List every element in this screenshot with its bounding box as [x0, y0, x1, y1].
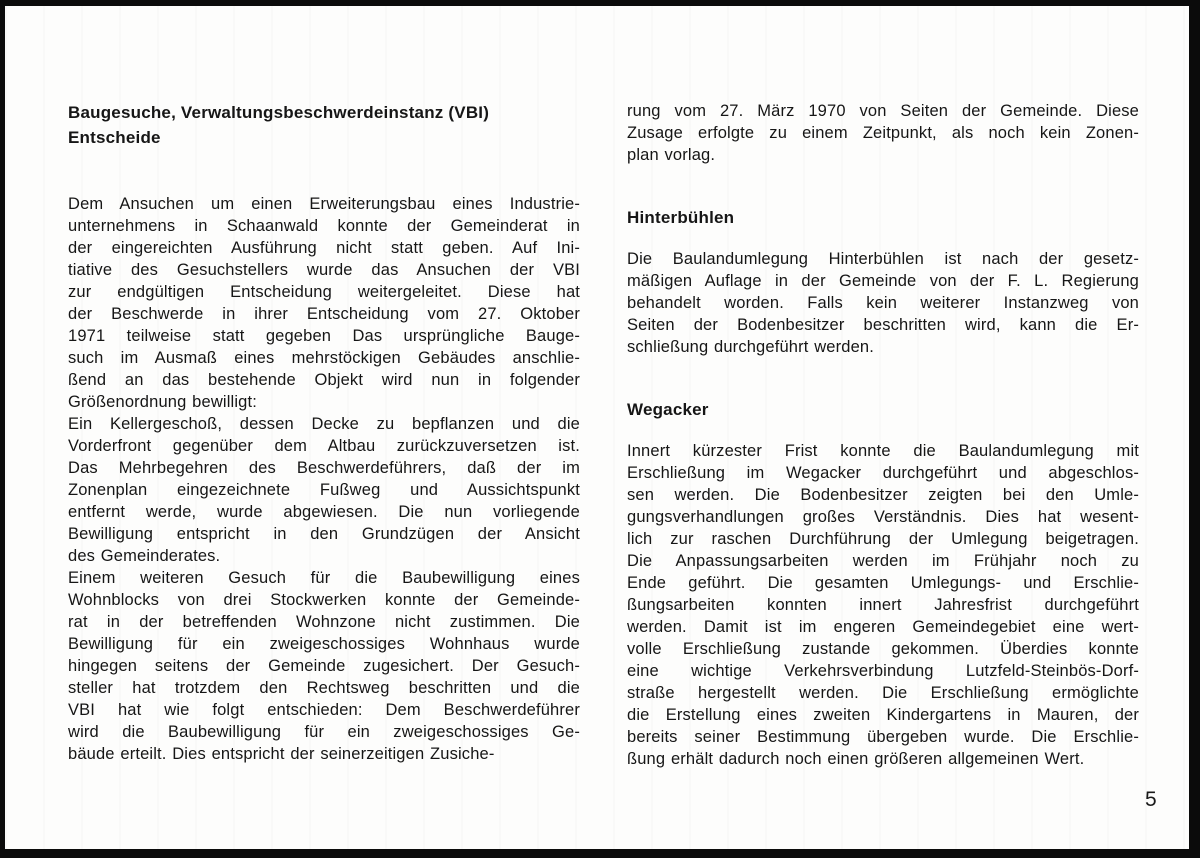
- article-title: [68, 100, 580, 150]
- left-column: [68, 100, 580, 770]
- section: [627, 207, 1139, 358]
- text-line: wird die Baubewilligung für ein zweigeschossiges Ge-: [68, 723, 580, 741]
- text-line: Seiten der Bodenbesitzer beschritten wird, kann die Er-: [627, 316, 1139, 334]
- text-line: lich zur raschen Durchführung der Umlegung beigetragen.: [627, 530, 1139, 548]
- text-line: ßend an das bestehende Objekt wird nun in folgender: [68, 371, 580, 389]
- text-line: unternehmens in Schaanwald konnte der Gemeinderat in: [68, 217, 580, 235]
- text-line: Dem Ansuchen um einen Erweiterungsbau eines Industrie-: [68, 195, 580, 213]
- text-line: Ein Kellergeschoß, dessen Decke zu bepflanzen und die: [68, 415, 580, 433]
- text-line: bäude erteilt. Dies entspricht der seinerzeitigen Zusiche-: [68, 745, 495, 763]
- text-line: entfernt werde, wurde abgewiesen. Die nun vorliegende: [68, 503, 580, 521]
- document-page: [5, 6, 1189, 849]
- paragraph: [627, 100, 1139, 166]
- text-line: Das Mehrbegehren des Beschwerdeführers, daß der im: [68, 459, 580, 477]
- text-line: rat in der betreffenden Wohnzone nicht zustimmen. Die: [68, 613, 580, 631]
- text-line: Erschließung im Wegacker durchgeführt und abgeschlos-: [627, 464, 1139, 482]
- text-line: Die Anpassungsarbeiten werden im Frühjahr noch zu: [627, 552, 1139, 570]
- text-line: Die Baulandumlegung Hinterbühlen ist nach der gesetz-: [627, 250, 1139, 268]
- section-heading: Hinterbühlen: [627, 208, 735, 227]
- left-column-body: [68, 193, 580, 765]
- section-heading: Wegacker: [627, 400, 709, 419]
- text-line: eine wichtige Verkehrsverbindung Lutzfeld-Steinbös-Dorf-: [627, 662, 1139, 680]
- page-number: 5: [1145, 788, 1157, 811]
- text-line: ßungsarbeiten konnten innert Jahresfrist durchgeführt: [627, 596, 1139, 614]
- article-title-line: Baugesuche, Verwaltungsbeschwerdeinstanz (VBI): [68, 103, 490, 122]
- text-line: Bewilligung entspricht in den Grundzügen der Ansicht: [68, 525, 580, 543]
- text-line: Wohnblocks von drei Stockwerken konnte der Gemeinde-: [68, 591, 580, 609]
- text-line: Vorderfront gegenüber dem Altbau zurückzuversetzen ist.: [68, 437, 580, 455]
- paragraph: [627, 248, 1139, 358]
- text-line: volle Erschließung zustande gekommen. Überdies konnte: [627, 640, 1139, 658]
- page-content: [5, 6, 1189, 770]
- text-line: zur endgültigen Entscheidung weitergeleitet. Diese hat: [68, 283, 580, 301]
- text-line: Innert kürzester Frist konnte die Baulandumlegung mit: [627, 442, 1139, 460]
- paragraph: [68, 413, 580, 567]
- text-line: die Erstellung eines zweiten Kindergartens in Mauren, der: [627, 706, 1139, 724]
- text-line: Ende geführt. Die gesamten Umlegungs- und Erschlie-: [627, 574, 1139, 592]
- text-line: Bewilligung für ein zweigeschossiges Wohnhaus wurde: [68, 635, 580, 653]
- text-line: des Gemeinderates.: [68, 547, 221, 565]
- right-column: [627, 100, 1139, 770]
- text-line: mäßigen Auflage in der Gemeinde von der F. L. Regierung: [627, 272, 1139, 290]
- text-line: rung vom 27. März 1970 von Seiten der Gemeinde. Diese: [627, 102, 1139, 120]
- text-line: schließung durchgeführt werden.: [627, 338, 874, 356]
- text-line: behandelt worden. Falls kein weiterer Instanzweg von: [627, 294, 1139, 312]
- text-line: Größenordnung bewilligt:: [68, 393, 257, 411]
- text-line: der eingereichten Ausführung nicht statt geben. Auf Ini-: [68, 239, 580, 257]
- paragraph: [627, 440, 1139, 770]
- text-line: bereits seiner Bestimmung übergeben wurde. Die Erschlie-: [627, 728, 1139, 746]
- text-line: gungsverhandlungen großes Verständnis. Dies hat wesent-: [627, 508, 1139, 526]
- text-line: plan vorlag.: [627, 146, 716, 164]
- text-line: such im Ausmaß eines mehrstöckigen Gebäudes anschlie-: [68, 349, 580, 367]
- text-line: VBI hat wie folgt entschieden: Dem Beschwerdeführer: [68, 701, 580, 719]
- text-line: Zusage erfolgte zu einem Zeitpunkt, als noch kein Zonen-: [627, 124, 1139, 142]
- text-line: sen werden. Die Bodenbesitzer zeigten bei den Umle-: [627, 486, 1139, 504]
- text-line: 1971 teilweise statt gegeben Das ursprüngliche Bauge-: [68, 327, 580, 345]
- paragraph: [68, 567, 580, 765]
- section: [627, 100, 1139, 166]
- text-line: tiative des Gesuchstellers wurde das Ansuchen der VBI: [68, 261, 580, 279]
- text-line: steller hat trotzdem den Rechtsweg beschritten und die: [68, 679, 580, 697]
- text-line: ßung erhält dadurch noch einen größeren allgemeinen Wert.: [627, 750, 1085, 768]
- article-title-line: Entscheide: [68, 128, 161, 147]
- text-line: werden. Damit ist im engeren Gemeindegebiet eine wert-: [627, 618, 1139, 636]
- text-line: der Beschwerde in ihrer Entscheidung vom 27. Oktober: [68, 305, 580, 323]
- text-line: hingegen seitens der Gemeinde zugesichert. Der Gesuch-: [68, 657, 580, 675]
- section: [627, 399, 1139, 770]
- text-line: Einem weiteren Gesuch für die Baubewilligung eines: [68, 569, 580, 587]
- paragraph: [68, 193, 580, 413]
- right-column-body: [627, 100, 1139, 770]
- text-line: straße hergestellt werden. Die Erschließung ermöglichte: [627, 684, 1139, 702]
- text-line: Zonenplan eingezeichnete Fußweg und Aussichtspunkt: [68, 481, 580, 499]
